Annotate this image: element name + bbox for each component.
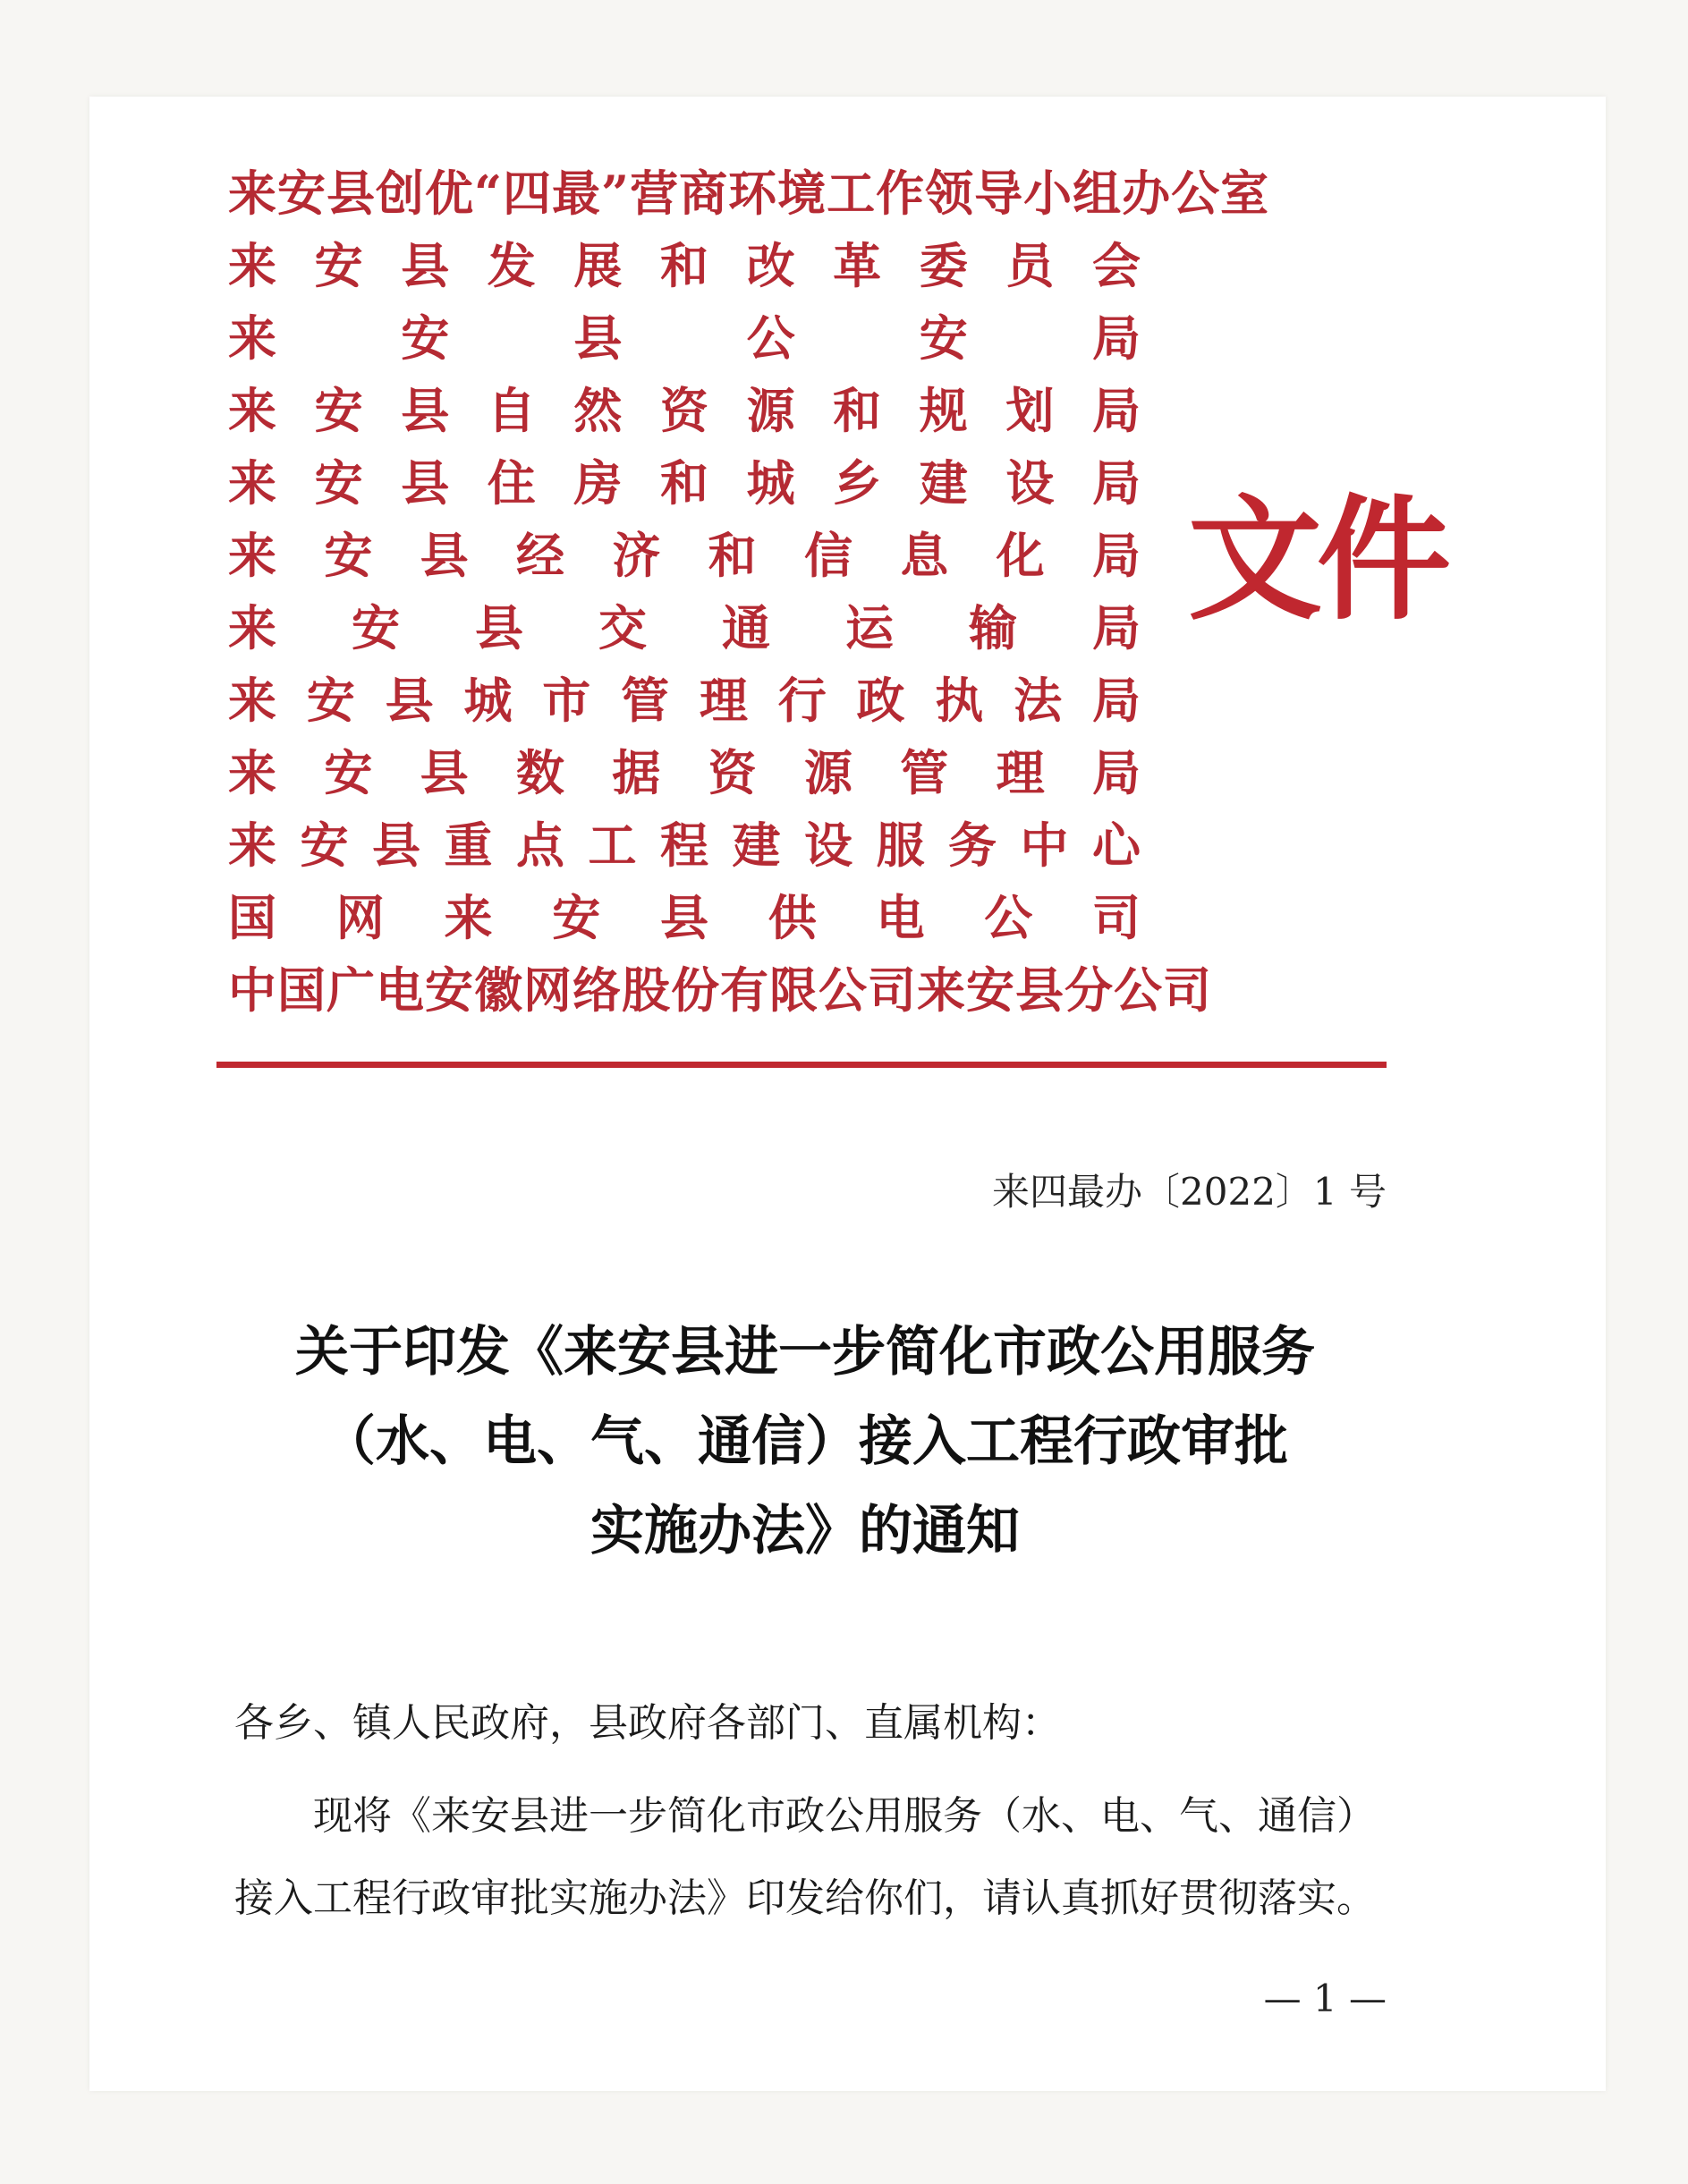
issuer-char: 然 [573,382,623,439]
issuer-char: 安 [314,382,363,439]
issuer-char: 房 [573,454,623,512]
issuer-char: 来 [228,382,276,439]
issuer-char: 局 [1091,672,1141,729]
issuer-char: 乡 [833,454,882,512]
issuer-char: 县 [385,672,434,729]
issuer-char: 建 [732,817,781,874]
issuing-agencies [228,154,1270,1023]
document-number: 来四最办〔2022〕1 号 [992,1170,1387,1214]
issuer-char: 员 [1005,237,1055,294]
issuer-char: 工 [588,817,637,874]
issuer-char: 交 [598,599,647,656]
issuer-char: 改 [746,237,795,294]
issuer-char: 据 [612,744,661,801]
issuer-char: 网 [335,889,385,946]
issuer-char: 来 [228,454,276,512]
page-number: — 1 — [1263,1977,1387,2020]
issuer-char: 经 [515,527,564,584]
issuer-char: 公 [984,889,1033,946]
issuer-char: 和 [708,527,757,584]
body-line: 现将《来安县进一步简化市政公用服务（水、电、气、通信） [313,1793,1376,1839]
issuer-char: 重 [444,817,493,874]
issuer-line [228,806,1141,878]
issuer-char: 来 [228,237,276,294]
issuer-char: 通 [722,599,770,656]
issuer-line [228,371,1141,444]
issuer-char: 化 [996,527,1045,584]
issuer-char: 县 [401,237,450,294]
issuer-line [228,226,1141,299]
issuer-char: 运 [845,599,894,656]
issuer-char: 执 [935,672,984,729]
issuer-line [228,299,1141,371]
issuer-char: 资 [708,744,757,801]
issuer-char: 市 [542,672,591,729]
issuer-char: 局 [1091,309,1141,367]
issuer-char: 理 [996,744,1045,801]
issuer-char: 展 [573,237,623,294]
issuer-char: 济 [612,527,661,584]
issuer-char: 务 [948,817,997,874]
issuer-char: 法 [1014,672,1063,729]
issuer-char: 安 [306,672,355,729]
body-line: 接入工程行政审批实施办法》印发给你们，请认真抓好贯彻落实。 [234,1875,1376,1921]
issuer-char: 和 [659,237,708,294]
issuer-char: 革 [833,237,882,294]
issuer-line [228,588,1141,661]
title-line: （水、电、气、通信）接入工程行政审批 [322,1410,1288,1473]
issuer-char: 输 [969,599,1017,656]
issuer-char: 安 [352,599,400,656]
salutation: 各乡、镇人民政府，县政府各部门、直属机构： [234,1700,1061,1746]
issuer-char: 安 [300,817,349,874]
issuer-char: 安 [919,309,968,367]
body-paragraph [234,1775,1397,1940]
issuer-char: 县 [420,527,469,584]
issuer-char: 安 [314,237,363,294]
issuer-char: 国 [228,889,276,946]
red-separator-line [216,1062,1387,1068]
issuer-char: 中 [1020,817,1069,874]
issuer-line [228,516,1141,588]
issuer-char: 服 [876,817,925,874]
issuer-char: 司 [1092,889,1141,946]
issuer-char: 源 [803,744,852,801]
issuer-char: 来 [444,889,493,946]
issuer-char: 县 [401,382,450,439]
issuer-line: 来安县创优“四最”营商环境工作领导小组办公室 [228,165,1270,222]
issuer-char: 理 [699,672,748,729]
issuer-char: 心 [1092,817,1141,874]
issuer-char: 息 [900,527,949,584]
issuer-char: 公 [746,309,795,367]
issuer-char: 点 [516,817,564,874]
notice-title [224,1308,1387,1576]
issuer-line [228,661,1141,733]
issuer-char: 来 [228,527,276,584]
issuer-char: 管 [621,672,670,729]
issuer-char: 设 [1005,454,1055,512]
issuer-char: 和 [659,454,708,512]
issuer-char: 信 [803,527,852,584]
issuer-char: 县 [573,309,623,367]
issuer-line: 中国广电安徽网络股份有限公司来安县分公司 [228,961,1212,1019]
issuer-char: 行 [777,672,827,729]
issuer-char: 局 [1091,744,1141,801]
issuer-char: 程 [660,817,708,874]
issuer-char: 安 [401,309,450,367]
issuer-char: 来 [228,817,276,874]
issuer-char: 建 [919,454,968,512]
issuer-char: 管 [900,744,949,801]
issuer-char: 城 [463,672,513,729]
issuer-char: 城 [746,454,795,512]
issuer-char: 县 [372,817,420,874]
title-line: 实施办法》的通知 [590,1500,1020,1562]
issuer-char: 源 [746,382,795,439]
issuer-char: 县 [401,454,450,512]
issuer-char: 数 [515,744,564,801]
document-type-label: 文件 [1188,481,1446,639]
issuer-char: 电 [876,889,925,946]
issuer-char: 资 [659,382,708,439]
issuer-char: 局 [1091,527,1141,584]
issuer-char: 委 [919,237,968,294]
issuer-char: 来 [228,672,276,729]
issuer-char: 来 [228,744,276,801]
issuer-line [228,733,1141,806]
issuer-char: 设 [804,817,852,874]
issuer-char: 安 [314,454,363,512]
issuer-char: 县 [420,744,469,801]
issuer-char: 县 [660,889,708,946]
issuer-char: 住 [487,454,536,512]
issuer-char: 和 [833,382,882,439]
issuer-char: 局 [1091,454,1141,512]
issuer-char: 安 [552,889,601,946]
issuer-char: 局 [1092,599,1141,656]
issuer-char: 安 [324,527,373,584]
issuer-char: 来 [228,599,276,656]
issuer-line [228,878,1141,951]
issuer-char: 供 [768,889,817,946]
issuer-char: 政 [856,672,905,729]
issuer-line [228,444,1141,516]
issuer-char: 划 [1005,382,1055,439]
issuer-char: 县 [475,599,523,656]
issuer-char: 自 [487,382,536,439]
issuer-char: 局 [1091,382,1141,439]
issuer-char: 规 [919,382,968,439]
issuer-char: 发 [487,237,536,294]
issuer-char: 来 [228,309,276,367]
title-line: 关于印发《来安县进一步简化市政公用服务 [295,1321,1315,1384]
issuer-char: 会 [1091,237,1141,294]
issuer-char: 安 [324,744,373,801]
